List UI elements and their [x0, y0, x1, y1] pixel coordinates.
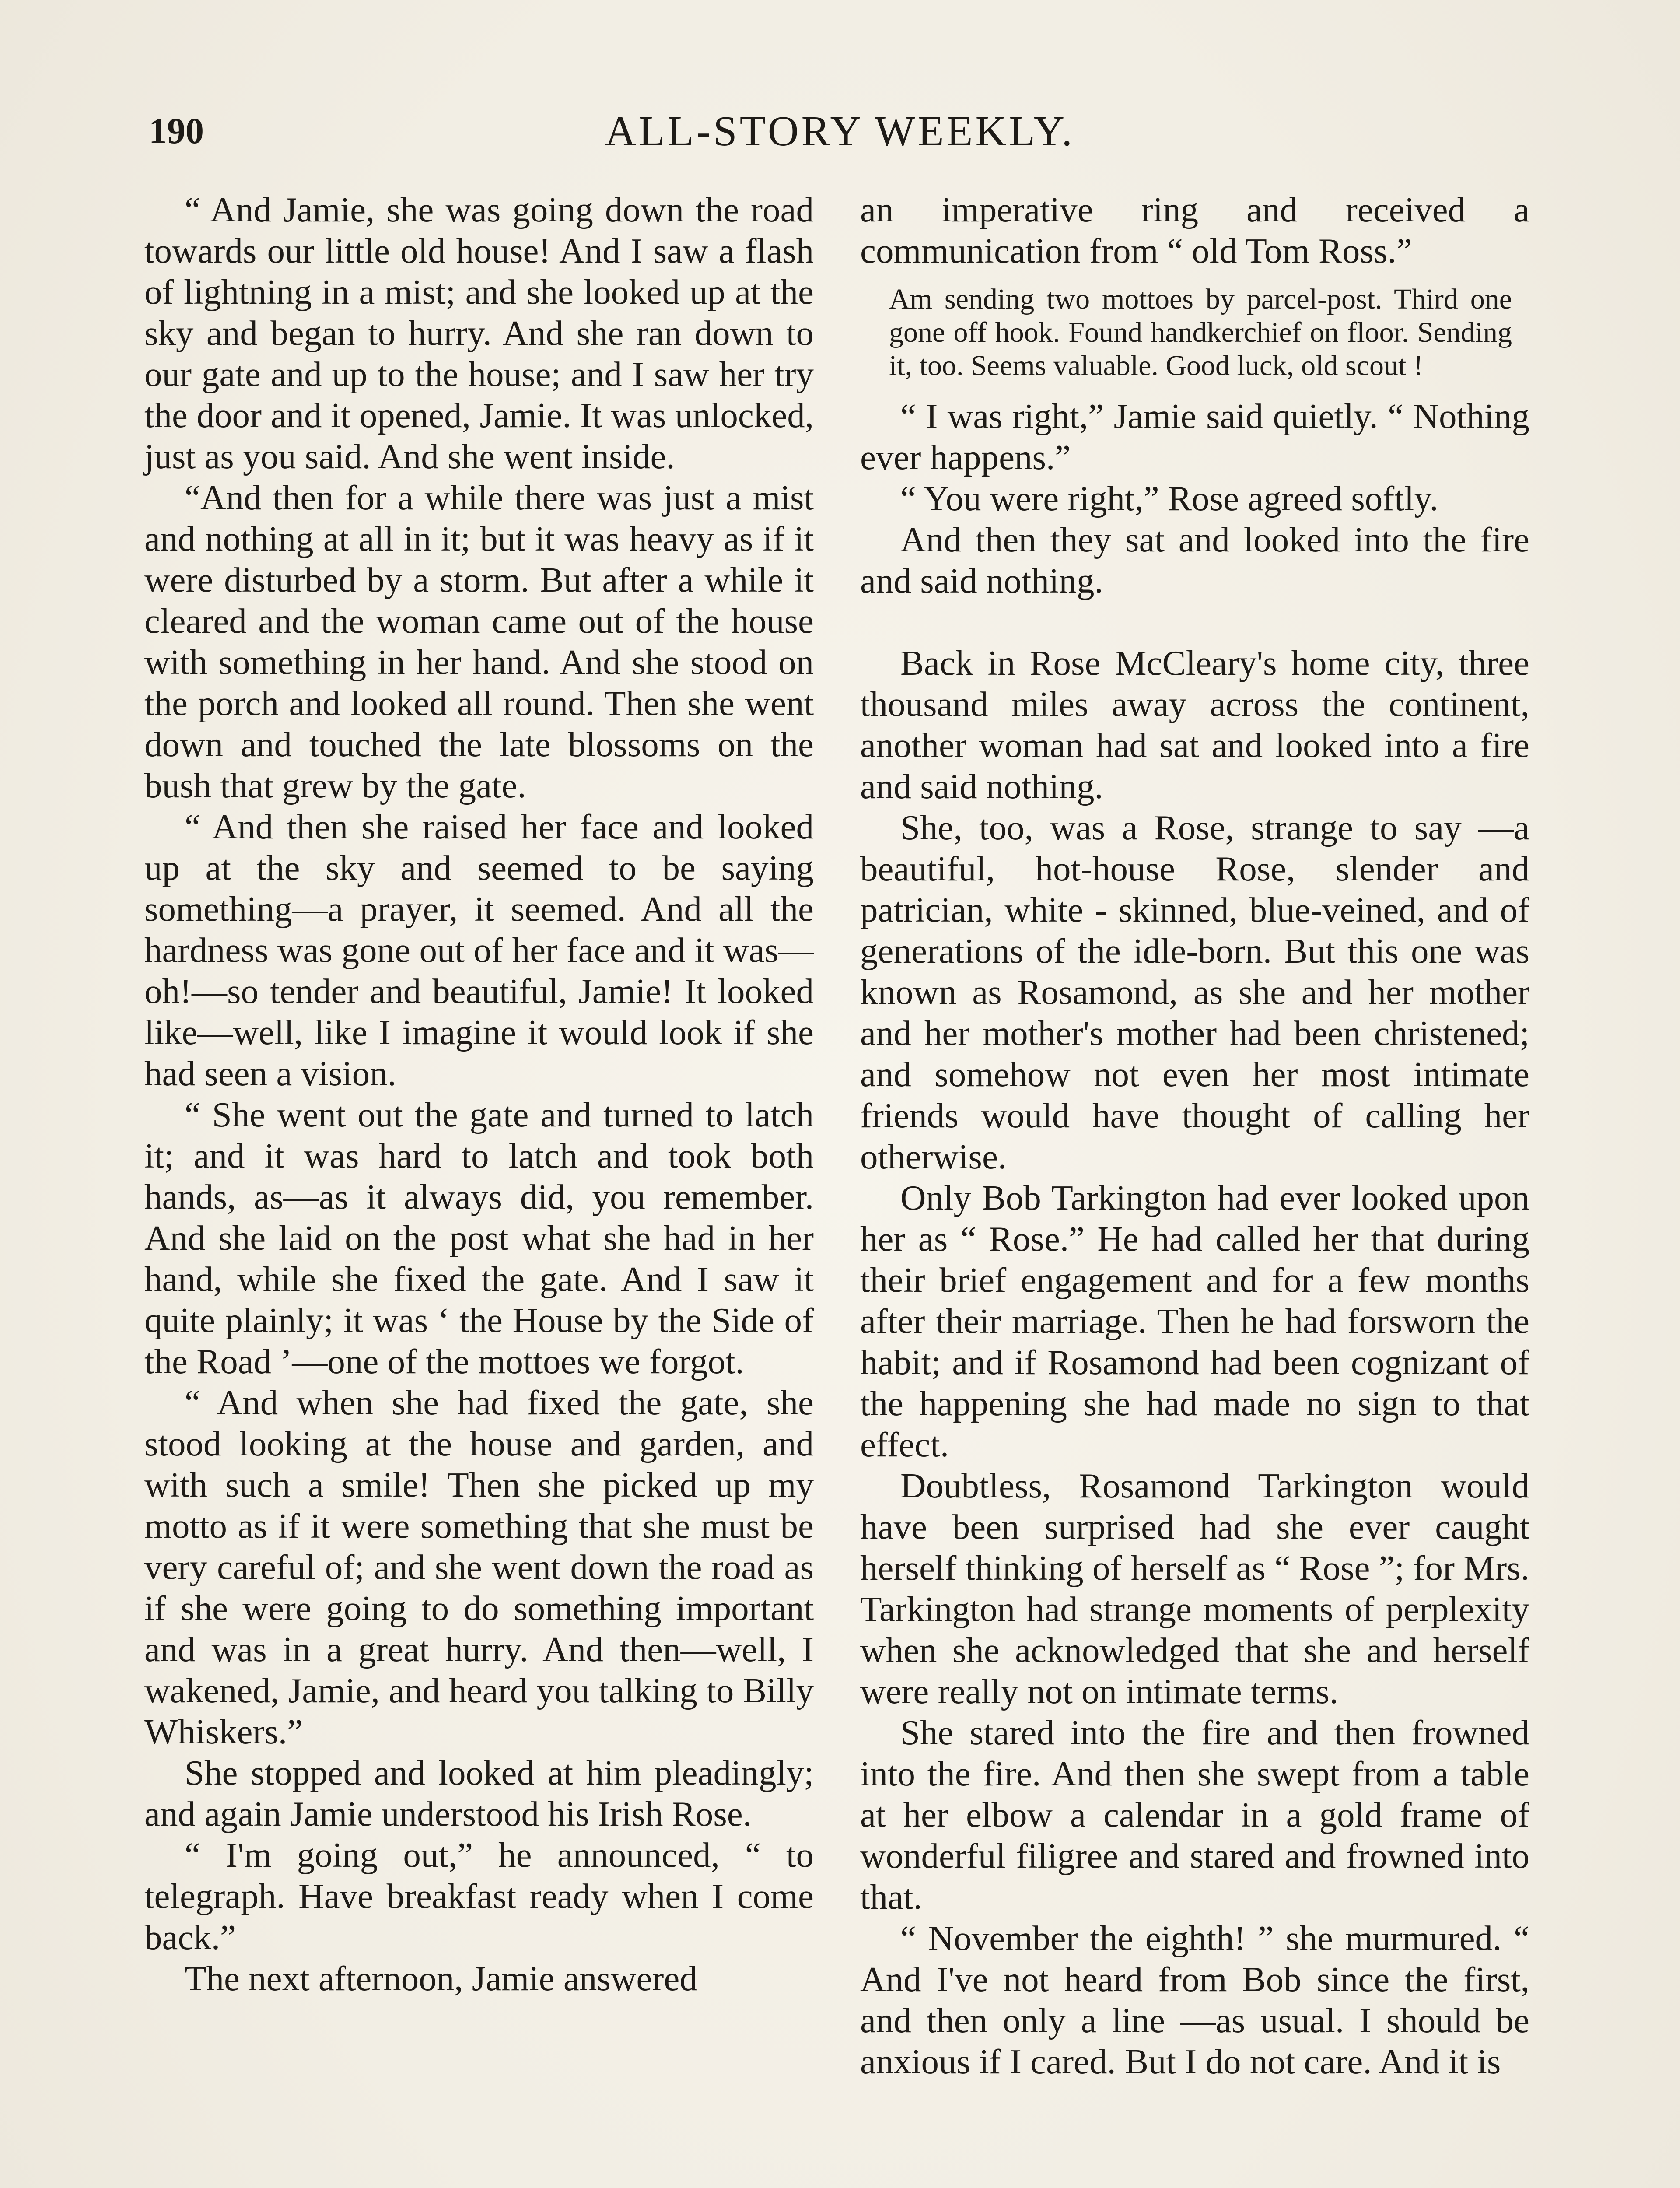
right-column [860, 189, 1530, 2082]
paragraph: She stopped and looked at him pleadingly; and again Jamie understood his Irish Rose. [144, 1753, 814, 1834]
paragraph: “ November the eighth! ” she murmured. “ And I've not heard from Bob since the first, and then only a line —as usual. I should be anxious if I cared. But I do not care. And it is [860, 1918, 1530, 2081]
paragraph: She, too, was a Rose, strange to say —a beautiful, hot-house Rose, slender and patrician, white - skinned, blue-veined, and of generations of the idle-born. But this one was known as Rosamond, as she and her mother and her mother's mother had been christened; and somehow not even her most intimate friends would have thought of calling her otherwise. [860, 808, 1530, 1176]
paragraph: The next afternoon, Jamie answered [185, 1959, 697, 1998]
paragraph: “ She went out the gate and turned to latch it; and it was hard to latch and took both hands, as—as it always did, you remember. And she laid on the post what she had in her hand, while she fixed the gate. And I saw it quite plainly; it was ‘ the House by the Side of the Road ’—one of the mottoes we forgot. [144, 1095, 814, 1381]
paragraph: “ And then she raised her face and looked up at the sky and seemed to be saying something—a prayer, it seemed. And all the hardness was gone out of her face and it was—oh!—so tender and beautiful, Jamie! It looked like—well, like I imagine it would look if she had seen a vision. [144, 807, 814, 1093]
running-title: ALL-STORY WEEKLY. [605, 108, 1075, 155]
paragraph: Doubtless, Rosamond Tarkington would have been surprised had she ever caught herself thinking of herself as “ Rose ”; for Mrs. Tarkington had strange moments of perplexity when she acknowledged that she and herself were really not on intimate terms. [860, 1466, 1530, 1711]
left-column [144, 189, 814, 1999]
paragraph: Back in Rose McCleary's home city, three thousand miles away across the continent, another woman had sat and looked into a fire and said nothing. [860, 643, 1530, 806]
paragraph: She stared into the fire and then frowned into the fire. And then she swept from a table at her elbow a calendar in a gold frame of wonderful filigree and stared and frowned into that. [860, 1713, 1530, 1917]
paragraph: “ I'm going out,” he announced, “ to telegraph. Have breakfast ready when I come back.” [144, 1835, 814, 1957]
paragraph: “ And Jamie, she was going down the road towards our little old house! And I saw a flash of lightning in a mist; and she looked up at the sky and began to hurry. And she ran down to our gate and up to the house; and I saw her try the door and it opened, Jamie. It was unlocked, just as you said. And she went inside. [144, 190, 814, 476]
paragraph: “ You were right,” Rose agreed softly. [900, 479, 1438, 518]
page-header [149, 101, 1531, 162]
page-number: 190 [149, 111, 204, 151]
paragraph: Only Bob Tarkington had ever looked upon her as “ Rose.” He had called her that during their brief engagement and for a few months after their marriage. Then he had forsworn the habit; and if Rosamond had been cognizant of the happening she had made no sign to that effect. [860, 1178, 1530, 1464]
section-break [860, 601, 1530, 642]
paragraph: “ I was right,” Jamie said quietly. “ Nothing ever happens.” [860, 396, 1530, 477]
paragraph: “And then for a while there was just a mist and nothing at all in it; but it was heavy as if it were disturbed by a storm. But after a while it cleared and the woman came out of the house with something in her hand. And she stood on the porch and looked all round. Then she went down and touched the late blossoms on the bush that grew by the gate. [144, 478, 814, 805]
paragraph: “ And when she had fixed the gate, she stood looking at the house and garden, and with such a smile! Then she picked up my motto as if it were something that she must be very careful of; and she went down the road as if she were going to do something important and was in a great hurry. And then—well, I wakened, Jamie, and heard you talking to Billy Whiskers.” [144, 1383, 814, 1751]
telegram-message: Am sending two mottoes by parcel-post. Third one gone off hook. Found handkerchief on floor. Sending it, too. Seems valuable. Good luck, old scout ! [889, 283, 1512, 382]
paragraph: And then they sat and looked into the fire and said nothing. [860, 520, 1530, 600]
paragraph-continued: an imperative ring and received a communication from “ old Tom Ross.” [860, 190, 1530, 270]
